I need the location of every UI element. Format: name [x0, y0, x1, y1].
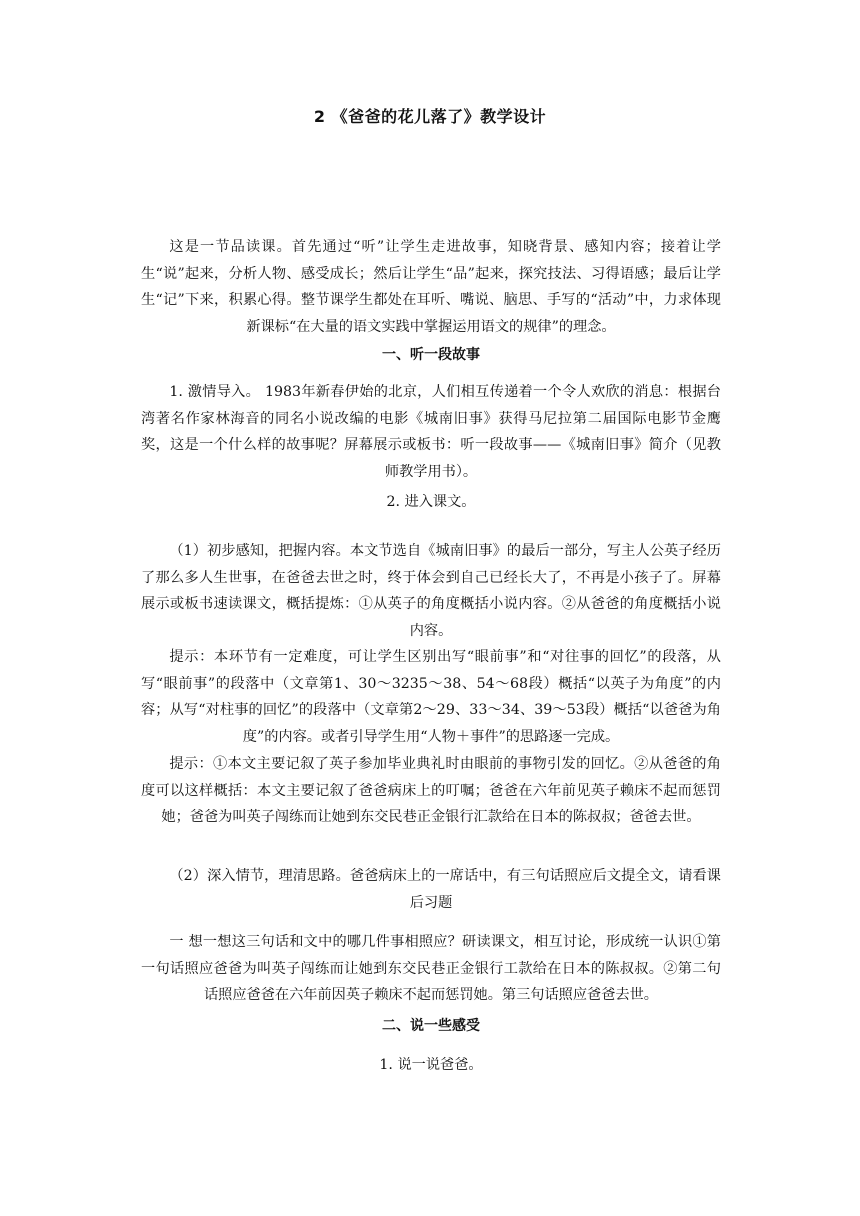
section1-paragraph-3: （1）初步感知，把握内容。本文节选自《城南旧事》的最后一部分，写主人公英子经历了那么多人生世事，在爸爸去世之时，终于体会到自己已经长大了，不再是小孩子了。屏幕展示或板书速读课文，概括提炼：①从英子的角度概括小说内容。②从爸爸的角度概括小说内容。 — [141, 543, 721, 639]
intro-paragraph: 这是一节品读课。首先通过“听”让学生走进故事，知晓背景、感知内容；接着让学生“说”起来，分析人物、感受成长；然后让学生“品”起来，探究技法、习得语感；最后让学生“记”下来，积累心得。整节课学生都处在耳听、嘴说、脑思、手写的“活动”中，力求体现新课标“在大量的语文实践中掌握运用语文的规律”的理念。 — [141, 239, 721, 335]
section2-paragraph-1: 1. 说一说爸爸。 — [379, 1057, 483, 1073]
section1-heading: 一、听一段故事 — [382, 347, 480, 363]
section1-paragraph-1: 1. 激情导入。 1983年新春伊始的北京，人们相互传递着一个令人欢欣的消息：根据台湾著名作家林海音的同名小说改编的电影《城南旧事》获得马尼拉第二届国际电影节金鹰奖，这是一个什么样的故事呢？屏幕展示或板书：听一段故事——《城南旧事》简介（见教师教学用书）。 — [141, 384, 721, 480]
section1-paragraph-4: 提示：本环节有一定难度，可让学生区别出写“眼前事”和“对往事的回忆”的段落，从写“眼前事”的段落中（文章第1、30～3235～38、54～68段）概括“以英子为角度”的内容；从写“对柱事的回忆”的段落中（文章第2～29、33～34、39～53段）概括“以爸爸为角度”的内容。或者引导学生用“人物＋事件”的思路逐一完成。 — [141, 649, 721, 745]
document-title: 2 《爸爸的花儿落了》教学设计 — [313, 107, 547, 126]
section1-paragraph-5: 提示：①本文主要记叙了英子参加毕业典礼时由眼前的事物引发的回忆。②从爸爸的角度可以这样概括：本文主要记叙了爸爸病床上的叮嘱；爸爸在六年前见英子赖床不起而惩罚她；爸爸为叫英子闯练而让她到东交民巷正金银行汇款给在日本的陈叔叔；爸爸去世。 — [141, 756, 721, 825]
section1-paragraph-7: 一 想一想这三句话和文中的哪几件事相照应？研读课文，相互讨论，形成统一认识①第一句话照应爸爸为叫英子闯练而让她到东交民巷正金银行工款给在日本的陈叔叔。②第二句话照应爸爸在六年前因英子赖床不起而惩罚她。第三句话照应爸爸去世。 — [141, 934, 721, 1003]
section2-heading: 二、说一些感受 — [382, 1018, 480, 1034]
section1-paragraph-2: 2. 进入课文。 — [386, 494, 476, 510]
section1-paragraph-6: （2）深入情节，理清思路。爸爸病床上的一席话中，有三句话照应后文提全文，请看课后习题 — [169, 868, 721, 911]
